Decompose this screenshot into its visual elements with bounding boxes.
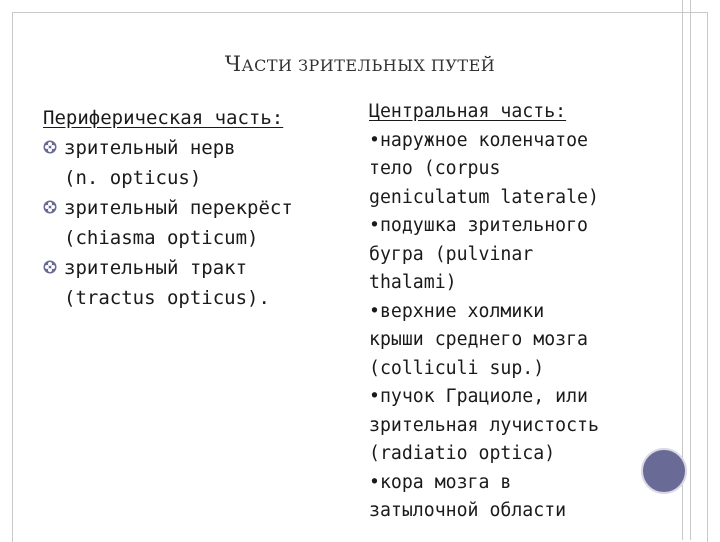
text-line: тело (corpus [369,158,501,179]
text-line: •кора мозга в [369,471,512,493]
text-line: (radiatio optica) [369,443,556,464]
text-line: затылочной области [369,500,567,521]
flower-bullet-icon [43,140,57,154]
list-item [43,193,353,253]
item-latin: (n. opticus) [64,167,202,189]
text-line: thalami) [369,272,457,293]
item-text: зрительный тракт [64,257,248,279]
peripheral-column [43,105,353,313]
item-latin: (tractus opticus). [64,287,270,309]
slide-title [0,52,720,76]
peripheral-heading: Периферическая часть: [43,107,284,129]
text-line: geniculatum laterale) [369,186,599,208]
text-line: •подушка зрительного [369,215,588,236]
text-line: зрительная лучистость [369,414,599,436]
flower-bullet-icon [43,200,57,214]
title-rest: АСТИ ЗРИТЕЛЬНЫХ ПУТЕЙ [241,56,496,75]
text-line: (colliculi sup.) [369,357,545,379]
text-line: •верхние холмики [369,300,545,322]
text-line: •наружное коленчатое [369,129,588,151]
text-line: бугра (pulvinar [369,243,534,265]
item-latin: (chiasma opticum) [64,227,259,249]
text-line: крыши среднего мозга [369,329,588,350]
item-text: зрительный нерв [64,137,236,159]
list-item [43,133,353,193]
circle-decoration [641,448,687,494]
text-line: •пучок Грациоле, или [369,386,588,407]
flower-bullet-icon [43,260,57,274]
list-item [43,253,353,313]
central-heading: Центральная часть: [369,101,567,122]
item-text: зрительный перекрёст [64,197,293,219]
title-initial: Ч [224,52,242,76]
